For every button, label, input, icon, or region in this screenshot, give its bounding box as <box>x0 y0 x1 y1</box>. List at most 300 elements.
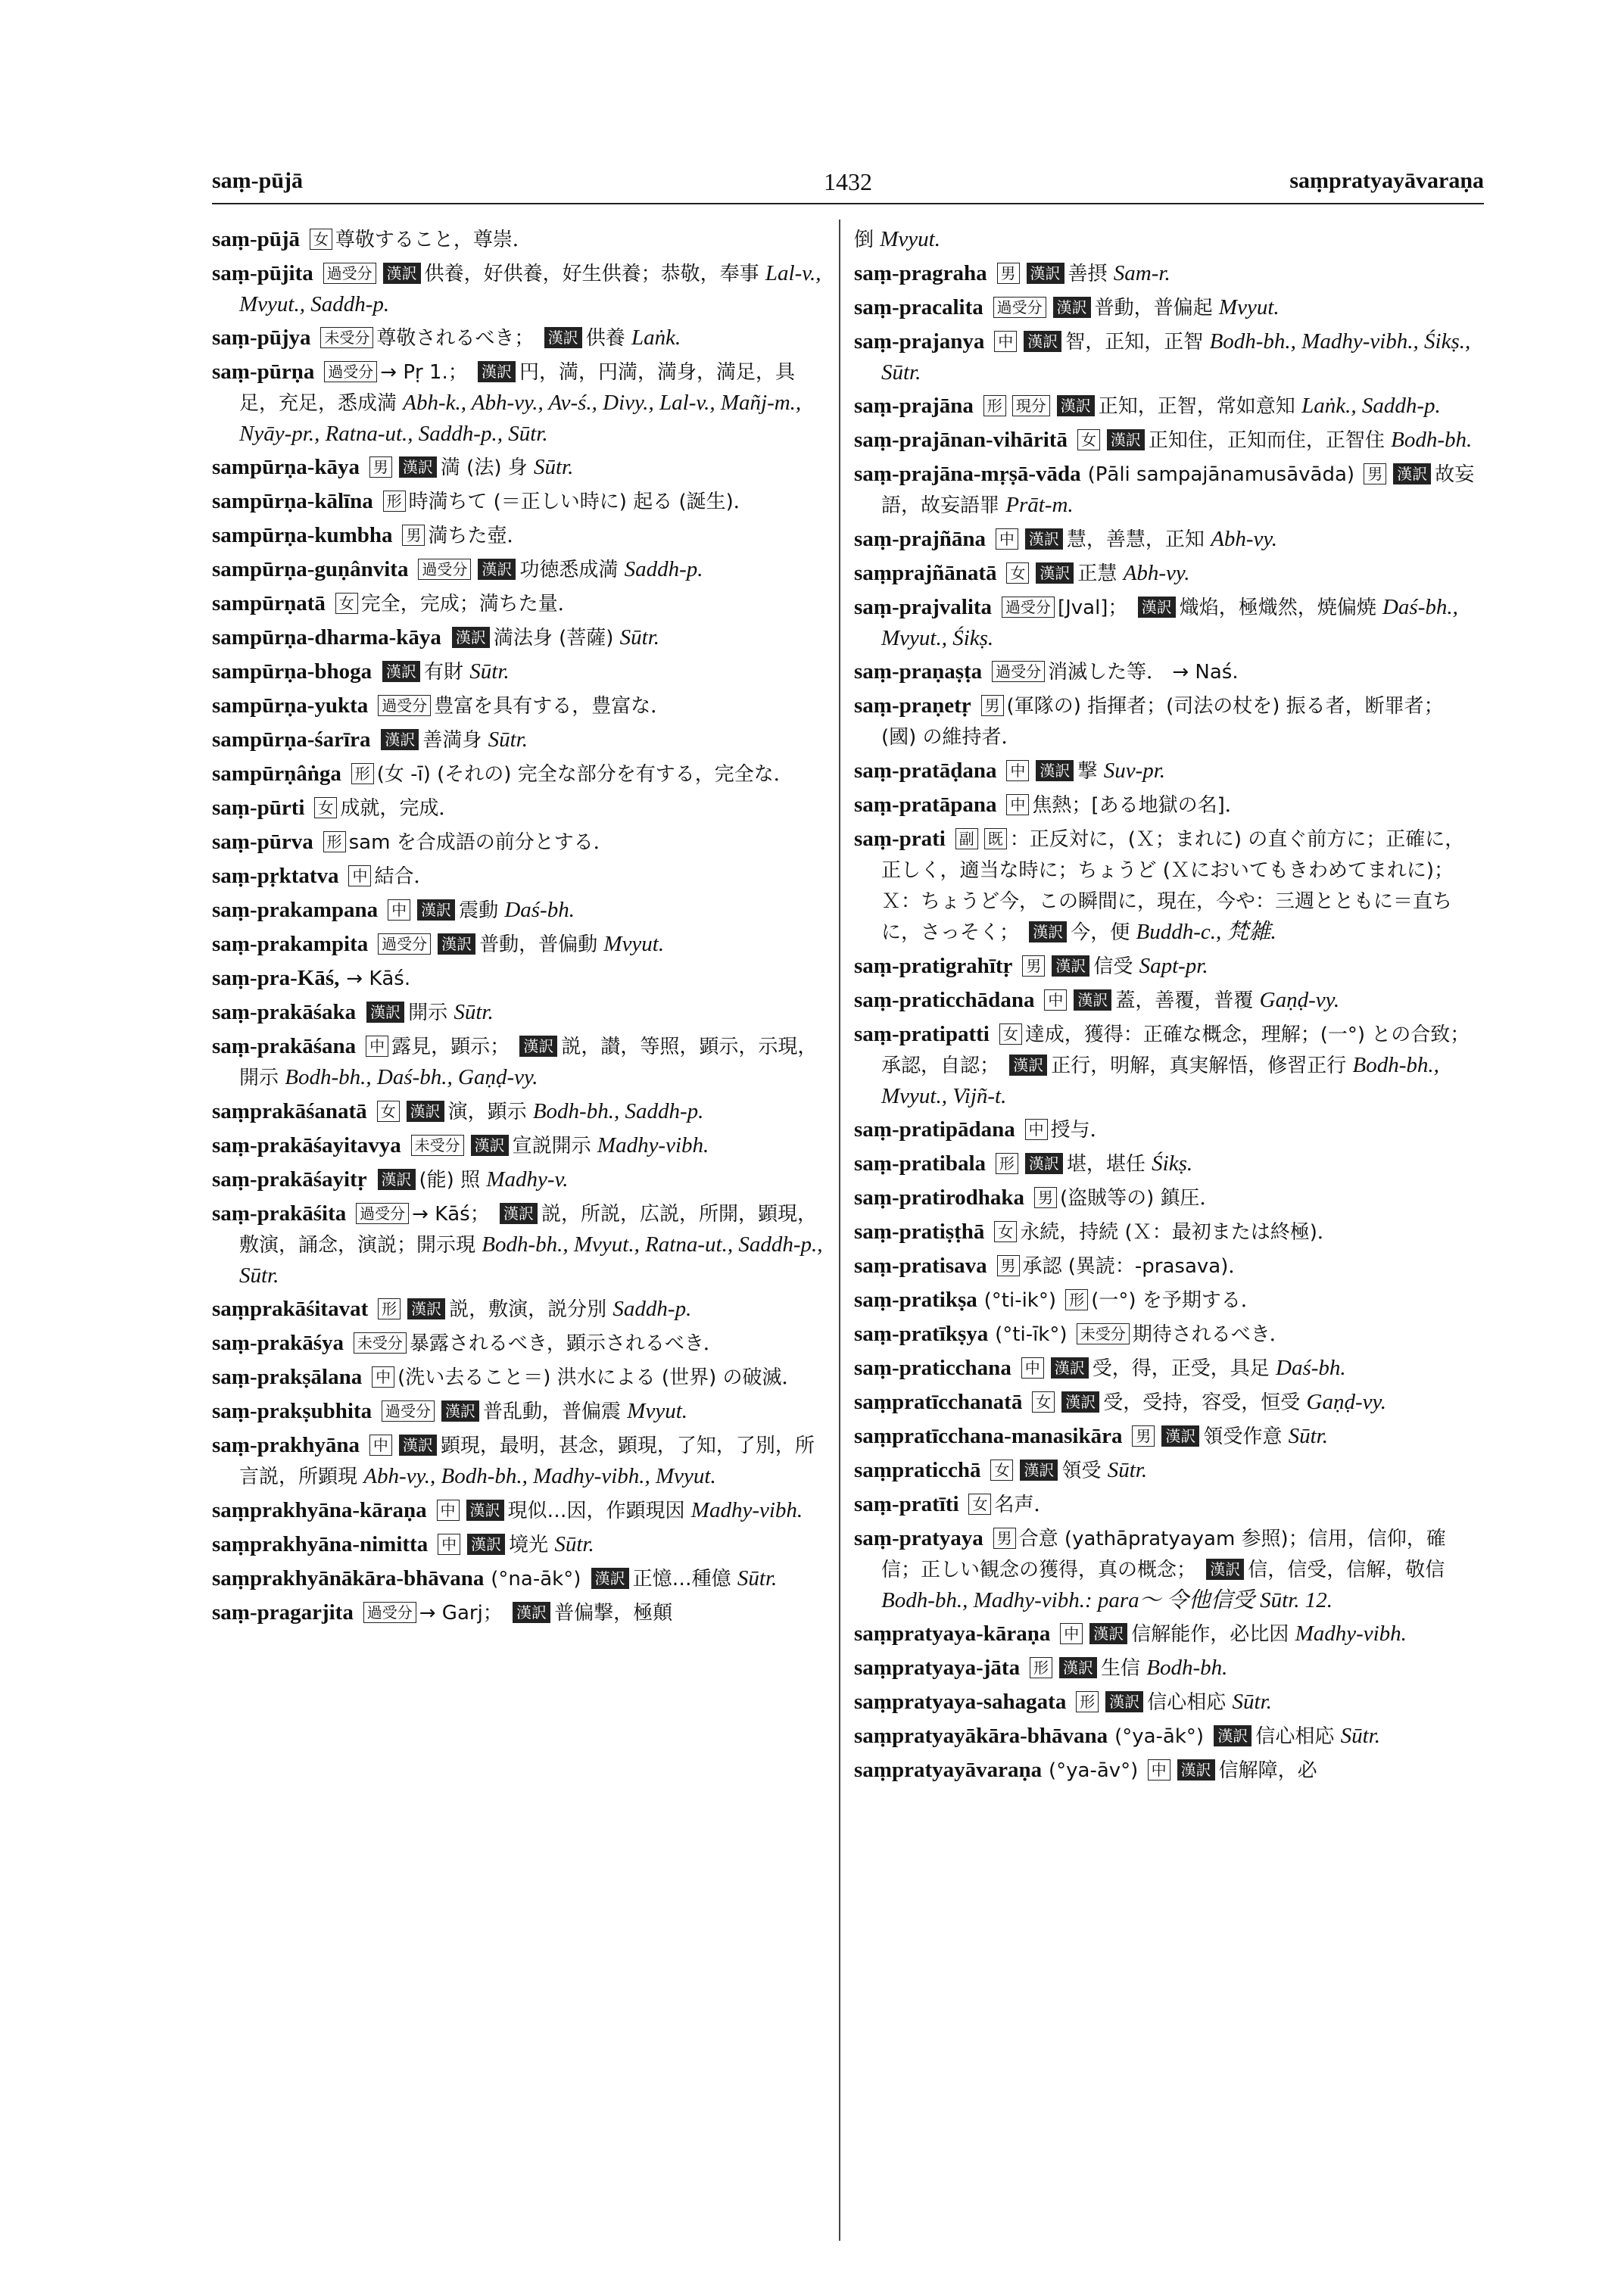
entry-headword: saṃ-praṇaṣṭa <box>854 659 983 684</box>
entry-headword: saṃ-prajāna <box>854 394 974 418</box>
grammar-tag: 未受分 <box>320 327 373 348</box>
entry-headword: saṃprakhyāna-kāraṇa <box>212 1498 427 1522</box>
entry-headword: saṃ-prajanya <box>854 329 985 354</box>
entry-source: Sūtr. <box>534 455 574 479</box>
dictionary-entry <box>854 1489 1475 1520</box>
translation-marker: 漢訳 <box>1206 1559 1244 1580</box>
entry-definition: 正知，正智，常如意知 <box>1098 395 1302 418</box>
entry-source: Sūtr. <box>454 1000 494 1024</box>
entry-headword: saṃ-pratīkṣya <box>854 1322 989 1346</box>
grammar-tag: 形 <box>1076 1691 1099 1712</box>
grammar-tag: 女 <box>968 1494 991 1515</box>
entry-source: Bodh-bh., Daś-bh., Gaṇḍ-vy. <box>285 1065 538 1089</box>
dictionary-entry <box>854 1217 1475 1248</box>
dictionary-entry <box>212 1563 833 1594</box>
entry-headword: saṃprajñānatā <box>854 561 997 585</box>
entry-source: Laṅk. <box>631 326 681 350</box>
entry-definition: 合意 (yathāpratyayam 参照)；信用，信仰，確信；正しい観念の獲得，真の概念； <box>881 1528 1446 1581</box>
entry-source: Daś-bh., Mvyut., Śikṣ. <box>881 595 1458 650</box>
entry-definition: (°ya-āk°) <box>1114 1725 1211 1748</box>
page-number: 1432 <box>824 168 872 195</box>
dictionary-entry <box>212 793 833 824</box>
dictionary-entry <box>854 1387 1475 1418</box>
dictionary-entry <box>212 224 833 255</box>
entry-definition: (盗賊等の) 鎮圧． <box>1059 1187 1220 1210</box>
entry-headword: saṃ-pratāpana <box>854 793 997 817</box>
translation-marker: 漢訳 <box>1051 1357 1089 1379</box>
dictionary-entry <box>212 1294 833 1325</box>
translation-marker: 漢訳 <box>519 1036 557 1057</box>
dictionary-entry <box>212 1597 833 1628</box>
entry-definition: 完全，完成；満ちた量． <box>360 593 578 615</box>
entry-definition: 信解能作，必比因 <box>1131 1623 1295 1646</box>
entry-source: Sūtr. <box>1107 1458 1148 1482</box>
entry-definition: 開示 <box>408 1002 454 1024</box>
entry-source: Bodh-bh., Mvyut., Vijñ-t. <box>881 1053 1439 1108</box>
grammar-tag: 男 <box>1364 463 1386 484</box>
grammar-tag: 中 <box>1148 1759 1170 1781</box>
grammar-tag: 男 <box>1034 1187 1057 1208</box>
entry-headword: saṃ-prakṣubhita <box>212 1399 372 1423</box>
grammar-tag: 過受分 <box>363 1602 416 1623</box>
dictionary-entry <box>854 1523 1475 1615</box>
entry-headword: sampūrṇa-yukta <box>212 693 369 718</box>
entry-source: Mvyut. <box>880 227 940 251</box>
entry-headword: saṃ-praticchana <box>854 1356 1011 1380</box>
entry-definition: 蓋，善覆，普覆 <box>1115 989 1260 1012</box>
dictionary-entry <box>854 1721 1475 1752</box>
translation-marker: 漢訳 <box>591 1568 629 1589</box>
entry-headword: saṃ-prakāśaka <box>212 1000 357 1024</box>
grammar-tag: 男 <box>1022 955 1045 977</box>
entry-headword: saṃ-prakāśita <box>212 1201 347 1226</box>
dictionary-entry <box>212 622 833 653</box>
entry-definition: (Pāli sampajānamusāvāda) <box>1087 463 1361 486</box>
entry-definition: 尊敬すること，尊崇． <box>335 229 532 251</box>
entry-definition: 領受 <box>1061 1460 1108 1482</box>
dictionary-entry <box>212 1198 833 1291</box>
translation-marker: 漢訳 <box>1138 597 1176 618</box>
grammar-tag: 女 <box>314 797 337 818</box>
entry-headword: saṃ-prajvalita <box>854 595 993 619</box>
entry-headword: saṃ-pratāḍana <box>854 759 997 783</box>
entry-definition: 今，便 <box>1071 921 1136 944</box>
dictionary-entry <box>854 690 1475 752</box>
translation-marker: 漢訳 <box>513 1602 550 1623</box>
entry-definition: (女 -ī) (それの) 完全な部分を有する，完全な． <box>376 763 793 786</box>
translation-marker: 漢訳 <box>407 1298 445 1319</box>
grammar-tag: 形 <box>378 1298 401 1319</box>
dictionary-entry <box>854 1755 1475 1786</box>
dictionary-entry <box>854 1687 1475 1718</box>
grammar-tag: 中 <box>1021 1357 1044 1379</box>
translation-marker: 漢訳 <box>1024 331 1061 352</box>
entry-definition: 境光 <box>509 1534 555 1556</box>
column-divider <box>839 220 840 2241</box>
entry-definition: 尊敬されるべき； <box>376 327 541 350</box>
entry-source: Sam-r. <box>1113 261 1170 285</box>
entry-headword: saṃ-prakampana <box>212 898 379 922</box>
dictionary-entry <box>212 724 833 756</box>
grammar-tag: 形 <box>351 763 374 784</box>
grammar-tag: 男 <box>993 1528 1016 1549</box>
translation-marker: 漢訳 <box>1009 1055 1047 1076</box>
entry-source: Buddh-c., 梵雑. <box>1136 920 1276 944</box>
entry-headword: saṃ-pratigrahītṛ <box>854 954 1013 978</box>
dictionary-entry <box>212 1362 833 1393</box>
dictionary-entry <box>854 1319 1475 1350</box>
grammar-tag: 男 <box>997 1255 1020 1276</box>
entry-headword: saṃ-pratyaya <box>854 1526 983 1550</box>
entry-headword: saṃpraticchā <box>854 1458 981 1482</box>
grammar-tag: 過受分 <box>382 1400 435 1422</box>
translation-marker: 漢訳 <box>471 1135 509 1156</box>
dictionary-entry <box>854 1353 1475 1384</box>
grammar-tag: 形 <box>1030 1657 1052 1678</box>
entry-definition: → Kāś； <box>412 1203 496 1226</box>
entry-headword: saṃ-prakāśana <box>212 1034 357 1058</box>
entry-headword: sampūrṇa-guṇânvita <box>212 557 409 581</box>
dictionary-entry <box>854 326 1475 388</box>
dictionary-entry <box>212 759 833 790</box>
entry-source: Mvyut. <box>603 932 665 956</box>
entry-headword: saṃ-pratipatti <box>854 1022 990 1046</box>
entry-source: Lal-v., Mvyut., Saddh-p. <box>239 261 821 316</box>
grammar-tag: 未受分 <box>411 1135 464 1156</box>
dictionary-entry <box>212 1164 833 1195</box>
entry-definition: 熾焰，極熾然，焼偏焼 <box>1179 597 1382 619</box>
entry-headword: saṃ-pratirodhaka <box>854 1185 1025 1210</box>
grammar-tag: 過受分 <box>323 263 376 284</box>
entry-source: Sūtr. <box>619 625 660 650</box>
translation-marker: 漢訳 <box>1025 1153 1063 1174</box>
entry-source: Gaṇḍ-vy. <box>1306 1390 1386 1414</box>
entry-definition: (軍隊の) 指揮者；(司法の杖を) 振る者，断罪者；(國) の維持者． <box>881 695 1444 749</box>
entry-source: Madhy-v. <box>486 1167 569 1192</box>
dictionary-entry <box>212 656 833 687</box>
right-column <box>854 224 1475 1789</box>
grammar-tag: 中 <box>1060 1623 1083 1644</box>
entry-headword: saṃ-prati <box>854 827 946 851</box>
dictionary-entry <box>212 929 833 960</box>
entry-definition: 堪，堪任 <box>1066 1153 1152 1176</box>
grammar-tag: 未受分 <box>1077 1323 1130 1344</box>
dictionary-entry <box>212 322 833 354</box>
grammar-tag: 中 <box>366 1036 388 1057</box>
entry-headword: saṃ-pratibala <box>854 1151 986 1176</box>
entry-definition: 受，受持，容受，恒受 <box>1103 1391 1307 1414</box>
left-column <box>212 224 833 1631</box>
dictionary-entry <box>212 1430 833 1492</box>
translation-marker: 漢訳 <box>1105 1691 1143 1712</box>
translation-marker: 漢訳 <box>1074 989 1111 1011</box>
grammar-tag: 女 <box>1077 429 1100 450</box>
entry-source: Śikṣ. <box>1152 1151 1193 1176</box>
translation-marker: 漢訳 <box>399 456 437 478</box>
dictionary-entry <box>212 1495 833 1526</box>
header-right-guide-word: saṃpratyayāvaraṇa <box>1289 168 1484 193</box>
entry-definition: 智，正知，正智 <box>1065 331 1210 354</box>
entry-definition: 露見，顕示； <box>391 1036 516 1058</box>
translation-marker: 漢訳 <box>1029 921 1067 942</box>
entry-source: Laṅk., Saddh-p. <box>1301 394 1441 418</box>
entry-definition: 説，讃，等照，顕示，示現，開示 <box>239 1036 818 1089</box>
entry-headword: saṃpratyaya-kāraṇa <box>854 1622 1051 1646</box>
entry-definition: 普偏撃，極顛 <box>554 1602 673 1625</box>
entry-source: Prāt-m. <box>1005 493 1074 517</box>
translation-marker: 漢訳 <box>1020 1460 1058 1481</box>
entry-source: Mvyut. <box>627 1399 688 1423</box>
translation-marker: 漢訳 <box>1052 955 1089 977</box>
grammar-tag: 女 <box>1006 562 1029 584</box>
entry-definition: (°ya-āv°) <box>1049 1759 1145 1782</box>
dictionary-entry <box>854 459 1475 521</box>
entry-definition: 消滅した等． → Naś. <box>1048 661 1239 684</box>
grammar-tag: 現分 <box>1012 395 1050 416</box>
grammar-tag: 副 <box>955 828 978 849</box>
entry-headword: saṃ-prakāśya <box>212 1331 344 1355</box>
entry-definition: 授与． <box>1050 1119 1110 1142</box>
translation-marker: 漢訳 <box>478 559 516 580</box>
translation-marker: 漢訳 <box>1161 1425 1199 1447</box>
translation-marker: 漢訳 <box>1036 562 1074 584</box>
translation-marker: 漢訳 <box>1025 528 1063 550</box>
translation-marker: 漢訳 <box>1036 760 1074 781</box>
entry-headword: saṃpratīcchana-manasikāra <box>854 1424 1123 1448</box>
grammar-tag: 中 <box>994 331 1017 352</box>
entry-definition: 名声． <box>994 1494 1054 1516</box>
entry-definition: 正憶…種億 <box>632 1568 737 1590</box>
entry-definition: 生信 <box>1100 1657 1147 1680</box>
entry-headword: saṃ-pragarjita <box>212 1600 354 1625</box>
entry-headword: sampūrṇa-bhoga <box>212 659 372 684</box>
entry-definition: 善満身 <box>422 729 488 752</box>
grammar-tag: 中 <box>1044 989 1067 1011</box>
entry-headword: sampūrṇa-kāya <box>212 455 360 479</box>
entry-source: Sapt-pr. <box>1139 954 1208 978</box>
entry-definition: 領受作意 <box>1203 1425 1289 1448</box>
grammar-tag: 女 <box>335 593 358 614</box>
grammar-tag: 過受分 <box>324 361 377 382</box>
entry-definition: 満 (法) 身 <box>440 456 534 479</box>
entry-source: Saddh-p. <box>624 557 703 581</box>
entry-definition: 豊富を具有する，豊富な． <box>434 695 671 718</box>
entry-definition: 撃 <box>1077 760 1104 783</box>
dictionary-entry <box>854 1019 1475 1111</box>
entry-headword: saṃ-pūrti <box>212 796 305 820</box>
dictionary-entry <box>212 588 833 619</box>
entry-definition: 正行，明解，真実解悟，修習正行 <box>1051 1055 1353 1077</box>
translation-marker: 漢訳 <box>381 729 419 750</box>
entry-headword: saṃ-pūrva <box>212 830 313 854</box>
grammar-tag: 男 <box>369 456 392 478</box>
entry-source: Mvyut. <box>1218 295 1280 319</box>
entry-source: Abh-vy., Bodh-bh., Madhy-vibh., Mvyut. <box>363 1464 716 1488</box>
dictionary-entry <box>212 963 833 994</box>
entry-definition: → Kāś. <box>346 967 411 990</box>
entry-headword: saṃ-prajānan-vihāritā <box>854 428 1068 452</box>
entry-source: Sūtr. <box>554 1532 594 1556</box>
entry-definition: 倒 <box>854 229 881 251</box>
dictionary-entry <box>854 1653 1475 1684</box>
dictionary-entry <box>212 486 833 517</box>
entry-definition: 慧，善慧，正知 <box>1066 528 1211 551</box>
entry-definition: 普動，普偏起 <box>1094 297 1219 319</box>
entry-definition: 説，所説，広説，所開，顕現，敷演，誦念，演説；開示現 <box>239 1203 817 1257</box>
grammar-tag: 中 <box>1025 1119 1048 1140</box>
entry-headword: sampūrṇa-śarīra <box>212 727 371 752</box>
header-rule <box>212 203 1484 204</box>
grammar-tag: 過受分 <box>992 661 1045 682</box>
dictionary-entry <box>854 824 1475 948</box>
entry-headword: saṃ-prakāśayitavya <box>212 1133 401 1157</box>
entry-definition: 円，満，円満，満身，満足，具足，充足，悉成満 <box>239 361 796 415</box>
dictionary-entry <box>854 1114 1475 1145</box>
translation-marker: 漢訳 <box>452 627 490 648</box>
entry-headword: saṃ-pratiṣṭhā <box>854 1220 985 1244</box>
grammar-tag: 過受分 <box>378 695 431 716</box>
dictionary-entry <box>212 895 833 926</box>
entry-headword: saṃ-prakṣālana <box>212 1365 363 1389</box>
entry-definition: 説，敷演，説分別 <box>449 1298 613 1321</box>
translation-marker: 漢訳 <box>382 661 420 682</box>
entry-source: Madhy-vibh. <box>597 1133 709 1157</box>
entry-headword: saṃpratyayākāra-bhāvana <box>854 1724 1108 1748</box>
translation-marker: 漢訳 <box>1053 297 1091 318</box>
entry-definition: 期待されるべき． <box>1132 1323 1289 1346</box>
translation-marker: 漢訳 <box>544 327 582 348</box>
entry-definition: → Garj； <box>419 1602 510 1625</box>
grammar-tag: 過受分 <box>356 1203 409 1224</box>
entry-definition: sam を合成語の前分とする． <box>348 831 613 854</box>
dictionary-entry <box>854 1618 1475 1650</box>
dictionary-entry <box>854 656 1475 687</box>
entry-definition: (°ti-ik°) <box>983 1289 1063 1312</box>
grammar-tag: 男 <box>997 263 1020 284</box>
entry-headword: saṃ-prakampita <box>212 932 369 956</box>
entry-headword: saṃ-prajāna-mṛṣā-vāda <box>854 462 1081 486</box>
translation-marker: 漢訳 <box>417 899 455 921</box>
entry-definition: 暴露されるべき，顕示されるべき． <box>409 1332 723 1355</box>
entry-definition: 満法身 (菩薩) <box>493 627 620 650</box>
entry-source: Sūtr. <box>488 727 528 752</box>
entry-headword: saṃpratyaya-sahagata <box>854 1690 1067 1714</box>
entry-definition: 有財 <box>424 661 470 684</box>
entry-source: Abh-vy. <box>1123 561 1190 585</box>
dictionary-entry <box>854 558 1475 589</box>
entry-definition: 永続，持続 (Ｘ：最初または終極)． <box>1020 1221 1337 1244</box>
entry-definition: 正知住，正知而住，正智住 <box>1148 429 1392 452</box>
dictionary-entry <box>212 997 833 1028</box>
entry-headword: saṃ-prakāśayitṛ <box>212 1167 367 1192</box>
grammar-tag: 過受分 <box>418 559 471 580</box>
entry-source: Sūtr. <box>469 659 510 684</box>
dictionary-entry <box>212 1328 833 1359</box>
translation-marker: 漢訳 <box>399 1435 437 1456</box>
entry-headword: saṃ-pratikṣa <box>854 1288 977 1312</box>
entry-headword: saṃprakhyāna-nimitta <box>212 1532 429 1556</box>
entry-headword: saṃ-pracalita <box>854 295 983 319</box>
entry-definition: 演，顕示 <box>447 1101 533 1123</box>
entry-definition: 満ちた壺． <box>428 525 527 547</box>
dictionary-entry <box>854 391 1475 422</box>
entry-definition: 信心相応 <box>1255 1725 1341 1748</box>
dictionary-entry <box>854 592 1475 653</box>
entry-source: Sūtr. <box>737 1566 778 1590</box>
entry-definition: 故妄語，故妄語罪 <box>881 463 1475 517</box>
entry-source: Bodh-bh., Madhy-vibh.: para〜 令他信受 Sūtr. 12. <box>881 1588 1333 1612</box>
entry-headword: saṃ-praticchādana <box>854 988 1035 1012</box>
translation-marker: 漢訳 <box>383 263 421 284</box>
entry-definition: 宣説開示 <box>512 1135 597 1157</box>
entry-definition: 供養，好供養，好生供養；恭敬，奉事 <box>424 263 765 285</box>
translation-marker: 漢訳 <box>1107 429 1145 450</box>
entry-definition: 承認 (異読：-prasava)． <box>1022 1255 1248 1278</box>
dictionary-entry <box>212 827 833 858</box>
dictionary-entry <box>854 790 1475 821</box>
dictionary-entry <box>212 452 833 483</box>
translation-marker: 漢訳 <box>1027 263 1064 284</box>
dictionary-entry <box>854 258 1475 289</box>
entry-headword: saṃprakāśitavat <box>212 1297 369 1321</box>
entry-definition: 善摂 <box>1068 263 1114 285</box>
entry-headword: saṃ-pratisava <box>854 1254 987 1278</box>
translation-marker: 漢訳 <box>1089 1623 1127 1644</box>
grammar-tag: 男 <box>402 525 425 546</box>
grammar-tag: 中 <box>437 1500 460 1521</box>
dictionary-entry <box>212 1096 833 1127</box>
entry-headword: saṃ-pūjā <box>212 227 301 251</box>
grammar-tag: 形 <box>996 1153 1018 1174</box>
entry-headword: saṃprakhyānākāra-bhāvana <box>212 1566 485 1590</box>
translation-marker: 漢訳 <box>1061 1391 1099 1413</box>
entry-headword: saṃpratīcchanatā <box>854 1390 1023 1414</box>
dictionary-entry <box>212 1130 833 1161</box>
entry-definition: 正慧 <box>1077 562 1124 585</box>
entry-definition: (能) 照 <box>419 1169 487 1192</box>
grammar-tag: 既 <box>984 828 1007 849</box>
entry-definition: 普動，普偏動 <box>479 933 604 956</box>
entry-source: Bodh-bh. <box>1146 1656 1228 1680</box>
translation-marker: 漢訳 <box>478 361 516 382</box>
entry-definition: 現似…因，作顕現因 <box>507 1500 691 1522</box>
entry-definition: 結合． <box>374 865 434 888</box>
grammar-tag: 未受分 <box>354 1332 407 1354</box>
dictionary-entry <box>212 861 833 892</box>
entry-headword: sampūrṇa-kumbha <box>212 523 393 547</box>
dictionary-entry <box>212 554 833 585</box>
grammar-tag: 中 <box>996 528 1018 550</box>
dictionary-entry <box>212 520 833 551</box>
dictionary-entry <box>212 1396 833 1427</box>
translation-marker: 漢訳 <box>1057 395 1095 416</box>
entry-headword: saṃ-pra-Kāś, <box>212 966 340 990</box>
entry-definition: 顕現，最明，甚念，顕現，了知，了別，所言説，所顕現 <box>239 1435 815 1488</box>
translation-marker: 漢訳 <box>1214 1725 1252 1746</box>
header-left-guide-word: saṃ-pūjā <box>212 168 304 193</box>
entry-definition: 焦熱；[ある地獄の名]． <box>1032 794 1245 817</box>
entry-definition: 受，得，正受，具足 <box>1092 1357 1276 1380</box>
grammar-tag: 形 <box>383 491 406 512</box>
dictionary-entry <box>854 524 1475 555</box>
grammar-tag: 形 <box>323 831 346 852</box>
grammar-tag: 中 <box>1006 760 1029 781</box>
entry-headword: saṃ-prajñāna <box>854 527 987 551</box>
entry-source: Madhy-vibh. <box>1295 1622 1407 1646</box>
entry-headword: saṃpratyaya-jāta <box>854 1656 1021 1680</box>
translation-marker: 漢訳 <box>407 1101 444 1122</box>
entry-headword: sampūrṇa-kālīna <box>212 489 373 513</box>
